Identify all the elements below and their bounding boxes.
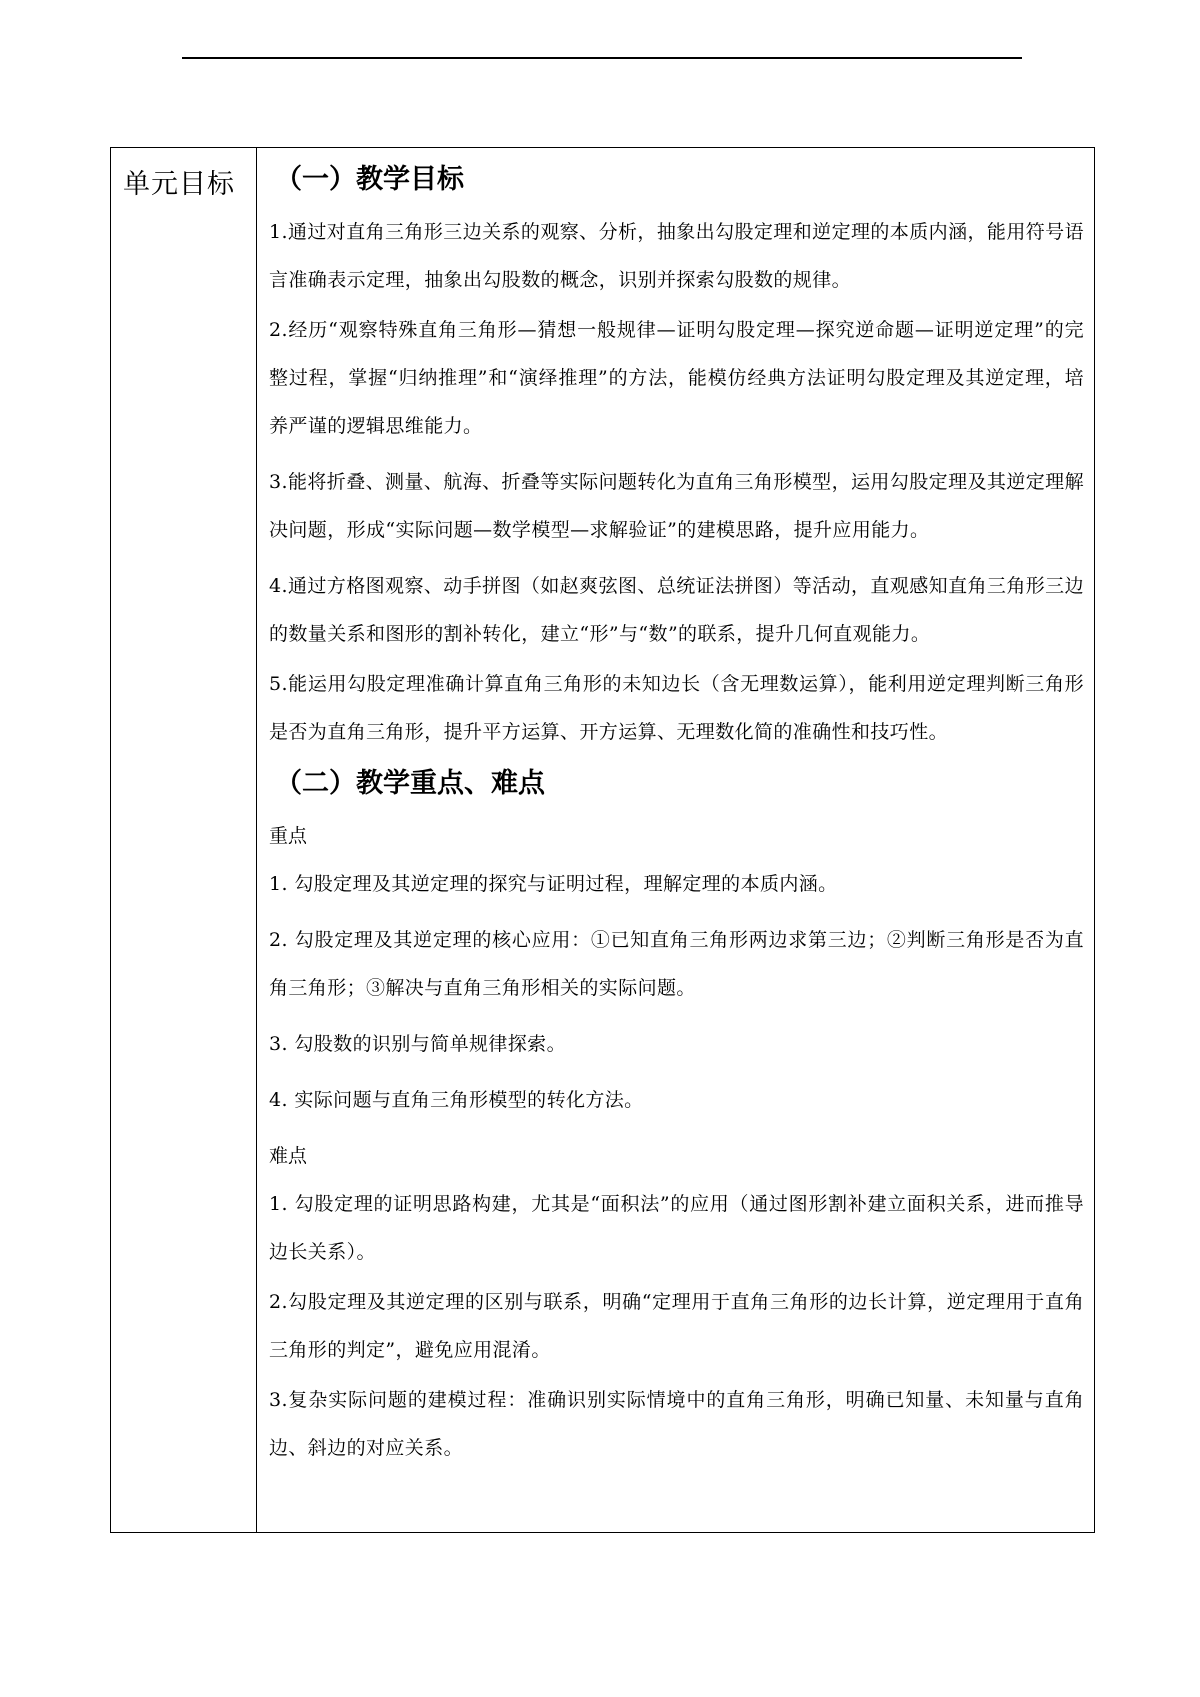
goal-item: 4.通过方格图观察、动手拼图（如赵爽弦图、总统证法拼图）等活动，直观感知直角三角形三边的数量关系和图形的割补转化，建立“形”与“数”的联系，提升几何直观能力。 — [269, 575, 1084, 645]
table-row — [111, 148, 1095, 1533]
goal-item: 1.通过对直角三角形三边关系的观察、分析，抽象出勾股定理和逆定理的本质内涵，能用符号语言准确表示定理，抽象出勾股数的概念，识别并探索勾股数的规律。 — [269, 221, 1084, 291]
key-point-item: 1. 勾股定理及其逆定理的探究与证明过程，理解定理的本质内涵。 — [269, 873, 838, 895]
unit-goals-table — [110, 147, 1095, 1533]
key-point-item: 3. 勾股数的识别与简单规律探索。 — [269, 1033, 566, 1055]
goal-item: 5.能运用勾股定理准确计算直角三角形的未知边长（含无理数运算），能利用逆定理判断三角形是否为直角三角形，提升平方运算、开方运算、无理数化简的准确性和技巧性。 — [269, 673, 1084, 743]
header-rule — [182, 57, 1022, 59]
section-heading-key-difficult: （二）教学重点、难点 — [275, 768, 545, 799]
row-label-cell — [111, 148, 257, 1533]
goal-item: 3.能将折叠、测量、航海、折叠等实际问题转化为直角三角形模型，运用勾股定理及其逆定理解决问题，形成“实际问题—数学模型—求解验证”的建模思路，提升应用能力。 — [269, 471, 1084, 541]
section-heading-goals: （一）教学目标 — [275, 164, 464, 195]
difficult-point-item: 2.勾股定理及其逆定理的区别与联系，明确“定理用于直角三角形的边长计算，逆定理用于直角三角形的判定”，避免应用混淆。 — [269, 1291, 1084, 1361]
key-point-item: 4. 实际问题与直角三角形模型的转化方法。 — [269, 1089, 644, 1111]
content-body — [257, 148, 1094, 1472]
goal-item: 2.经历“观察特殊直角三角形—猜想一般规律—证明勾股定理—探究逆命题—证明逆定理”的完整过程，掌握“归纳推理”和“演绎推理”的方法，能模仿经典方法证明勾股定理及其逆定理，培养严谨的逻辑思维能力。 — [269, 319, 1084, 437]
difficult-points-label: 难点 — [269, 1145, 308, 1167]
difficult-point-item: 1. 勾股定理的证明思路构建，尤其是“面积法”的应用（通过图形割补建立面积关系，进而推导边长关系）。 — [269, 1193, 1084, 1263]
row-label: 单元目标 — [123, 169, 235, 200]
difficult-point-item: 3.复杂实际问题的建模过程：准确识别实际情境中的直角三角形，明确已知量、未知量与直角边、斜边的对应关系。 — [269, 1389, 1084, 1459]
key-points-label: 重点 — [269, 825, 308, 847]
key-point-item: 2. 勾股定理及其逆定理的核心应用：①已知直角三角形两边求第三边；②判断三角形是否为直角三角形；③解决与直角三角形相关的实际问题。 — [269, 929, 1084, 999]
content-cell — [257, 148, 1095, 1533]
